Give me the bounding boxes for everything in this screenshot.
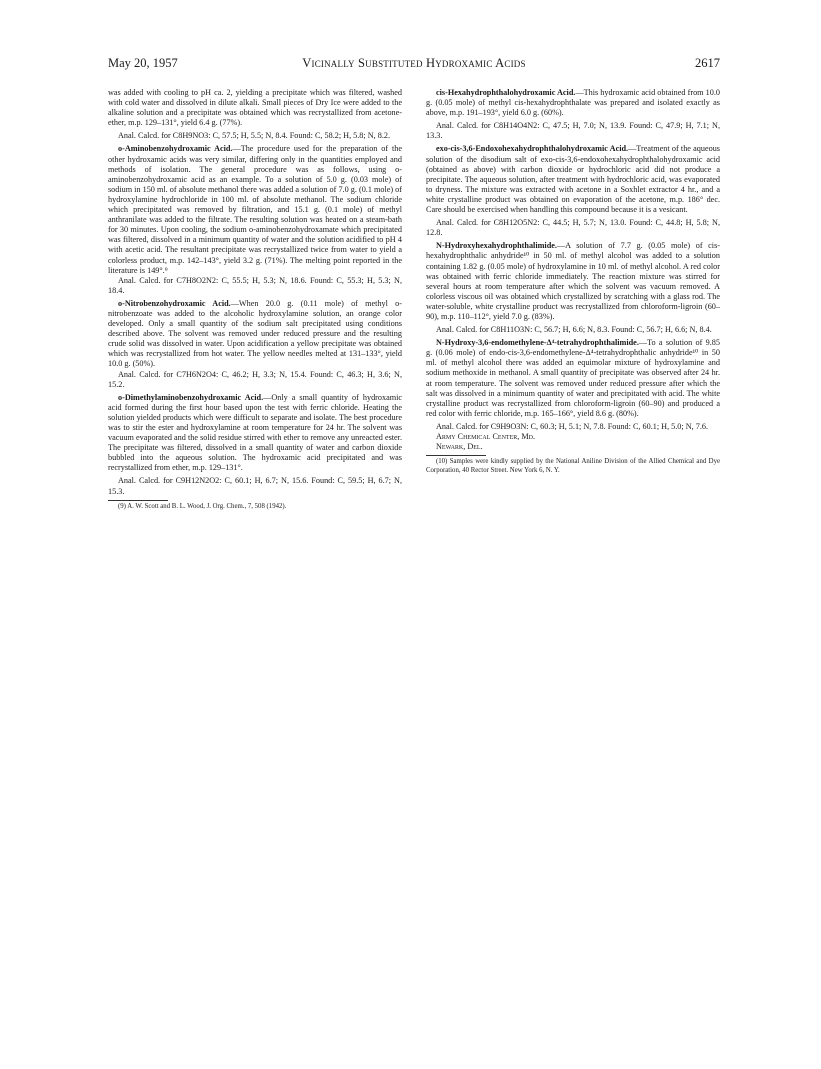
header-date: May 20, 1957	[108, 56, 178, 70]
analysis-paragraph: Anal. Calcd. for C8H9NO3: C, 57.5; H, 5.5; N, 8.4. Found: C, 58.2; H, 5.8; N, 8.2.	[118, 131, 391, 141]
section-heading: N-Hydroxyhexahydrophthalimide.	[436, 241, 557, 251]
footnote: (10) Samples were kindly supplied by the National Aniline Division of the Allied Chemical and Dye Corporation, 40 Rector Street. New York 6, N. Y.	[426, 458, 720, 474]
section-paragraph: o-Aminobenzohydroxamic Acid.—The procedure used for the preparation of the other hydroxamic acids was very similar, differing only in the quantities employed and methods of isolation. The general procedure was as follows, using o-aminobenzohydroxamic acid as an example. To a solution of 5.0 g. (0.03 mole) of sodium in 150 ml. of absolute methanol there was added a solution of 7.0 g. (0.1 mole) of hydroxylamine hydrochloride in 100 ml. of absolute methanol. The sodium chloride which precipitated was removed by filtration, and 15.1 g. (0.1 mole) of methyl anthranilate was added to the filtrate. The resulting solution was heated on a steam-bath for 30 minutes. Upon cooling, the sodium o-aminobenzohydroxamate which precipitated was filtered, dissolved in a minimum quantity of water and the solution acidified to pH 4 with acetic acid. The resultant precipitate was recrystallized twice from water to yield a colorless product, m.p. 142–143°, yield 3.2 g. (71%). The melting point reported in the literature is 149°.⁹	[108, 144, 402, 275]
address-line: Newark, Del.	[436, 442, 483, 452]
header-title: Vicinally Substituted Hydroxamic Acids	[302, 56, 526, 70]
analysis-paragraph: Anal. Calcd. for C8H12O5N2: C, 44.5; H, 5.7; N, 13.0. Found: C, 44.8; H, 5.8; N, 12.8.	[426, 218, 720, 238]
header-page-number: 2617	[695, 56, 720, 70]
section-paragraph: N-Hydroxyhexahydrophthalimide.—A solution of 7.7 g. (0.05 mole) of cis-hexahydrophthalic anhydride¹⁰ in 50 ml. of methyl alcohol was added to a solution containing 1.82 g. (0.05 mole) of hydroxylamine in 10 ml. of methyl alcohol. A red color was obtained with ferric chloride immediately. The reaction mixture was stirred for several hours at room temperature after which the solvent was vacuum removed. A colorless viscous oil was obtained which crystallized by scratching with a glass rod. The water-soluble, white crystalline product was recrystallized from chloroform-ligroin (60–90), m.p. 110–112°, yield 7.0 g. (83%).	[426, 241, 720, 321]
paragraph: was added with cooling to pH ca. 2, yielding a precipitate which was filtered, washed with cold water and dissolved in dilute alkali. Small pieces of Dry Ice were added to the alkaline solution and a precipitate was obtained which was recrystallized from acetone-ether, m.p. 129–131°, yield 6.4 g. (77%).	[108, 88, 402, 128]
address-line: Army Chemical Center, Md.	[436, 432, 536, 441]
section-paragraph: exo-cis-3,6-Endoxohexahydrophthalohydroxamic Acid.—Treatment of the aqueous solution of the disodium salt of exo-cis-3,6-endoxohexahydrophthalohydroxamic acid (obtained as above) with carbon dioxide or hydrochloric acid did not produce a precipitate. The aqueous solution, after treatment with hydrochloric acid, was evaporated to dryness. The mixture was extracted with acetone in a Soxhlet extractor 4 hr., and a white crystalline product was obtained on evaporation of the acetone, m.p. 186° dec. Care should be exercised when handling this compound because it is a vesicant.	[426, 144, 720, 215]
section-heading: exo-cis-3,6-Endoxohexahydrophthalohydroxamic Acid.	[436, 144, 629, 154]
section-heading: o-Aminobenzohydroxamic Acid.	[118, 144, 233, 154]
section-heading: o-Dimethylaminobenzohydroxamic Acid.	[118, 392, 264, 402]
section-heading: cis-Hexahydrophthalohydroxamic Acid.	[436, 88, 576, 97]
analysis-paragraph: Anal. Calcd. for C8H11O3N: C, 56.7; H, 6.6; N, 8.3. Found: C, 56.7; H, 6.6; N, 8.4.	[436, 325, 712, 335]
analysis-paragraph: Anal. Calcd. for C9H12N2O2: C, 60.1; H, 6.7; N, 15.6. Found: C, 59.5; H, 6.7; N, 15.3.	[108, 476, 402, 496]
analysis-paragraph: Anal. Calcd. for C9H9O3N: C, 60.3; H, 5.1; N, 7.8. Found: C, 60.1; H, 5.0; N, 7.6.	[436, 421, 709, 431]
running-header	[108, 56, 720, 72]
analysis-paragraph: Anal. Calcd. for C8H14O4N2: C, 47.5; H, 7.0; N, 13.9. Found: C, 47.9; H, 7.1; N, 13.3.	[426, 121, 720, 141]
left-column	[108, 88, 402, 511]
journal-page	[108, 56, 720, 510]
analysis-paragraph: Anal. Calcd. for C7H8O2N2: C, 55.5; H, 5.3; N, 18.6. Found: C, 55.3; H, 5.3; N, 18.4.	[108, 275, 402, 295]
footnote-rule	[108, 500, 168, 501]
section-heading: o-Nitrobenzohydroxamic Acid.	[118, 298, 231, 308]
footnote: (9) A. W. Scott and B. L. Wood, J. Org. Chem., 7, 508 (1942).	[118, 502, 287, 510]
section-paragraph: o-Dimethylaminobenzohydroxamic Acid.—Only a small quantity of hydroxamic acid formed during the first hour based upon the test with ferric chloride. Heating the solution yielded products which were difficult to separate and isolate. The best procedure was to stir the ester and hydroxylamine at room temperature for 24 hr. The solvent was vacuum evaporated and the solid residue stirred with ether to remove any unreacted ester. The precipitate was filtered, dissolved in a small quantity of water and carbon dioxide bubbled into the aqueous solution. The hydroxamic acid precipitated and was recrystallized from ether, m.p. 129–131°.	[108, 392, 402, 473]
analysis-paragraph: Anal. Calcd. for C7H6N2O4: C, 46.2; H, 3.3; N, 15.4. Found: C, 46.3; H, 3.6; N, 15.2.	[108, 369, 402, 389]
section-paragraph: o-Nitrobenzohydroxamic Acid.—When 20.0 g. (0.11 mole) of methyl o-nitrobenzoate was added to the alcoholic hydroxylamine solution, an orange color developed. Only a small quantity of the sodium salt precipitated using conditions described above. The solvent was removed under reduced pressure and the resulting crude solid was dissolved in water. Upon acidification a yellow precipitate was obtained which was recrystallized from hot water. The yellow needles melted at 131–133°, yield 10.0 g. (50%).	[108, 298, 402, 369]
section-paragraph: cis-Hexahydrophthalohydroxamic Acid.—This hydroxamic acid obtained from 10.0 g. (0.05 mole) of methyl cis-hexahydrophthalate was prepared and isolated exactly as above, m.p. 191–193°, yield 6.0 g. (60%).	[426, 88, 720, 118]
right-column	[426, 88, 720, 475]
section-heading: N-Hydroxy-3,6-endomethylene-Δ⁴-tetrahydrophthalimide.	[436, 338, 639, 348]
section-paragraph: N-Hydroxy-3,6-endomethylene-Δ⁴-tetrahydrophthalimide.—To a solution of 9.85 g. (0.06 mole) of endo-cis-3,6-endomethylene-Δ⁴-tetrahydrophthalic anhydride¹⁰ in 50 ml. of methyl alcohol there was added an equimolar mixture of hydroxylamine and sodium methoxide in methanol. A small quantity of precipitate was observed after 24 hr. at room temperature. The solvent was removed under reduced pressure after which the salt was dissolved in a minimum quantity of water and precipitated with acid. The white crystalline product was recrystallized from chloroform-ligroin (60–90) and produced a red color with ferric chloride, m.p. 165–166°, yield 8.6 g. (80%).	[426, 338, 720, 418]
footnote-rule	[426, 455, 486, 456]
